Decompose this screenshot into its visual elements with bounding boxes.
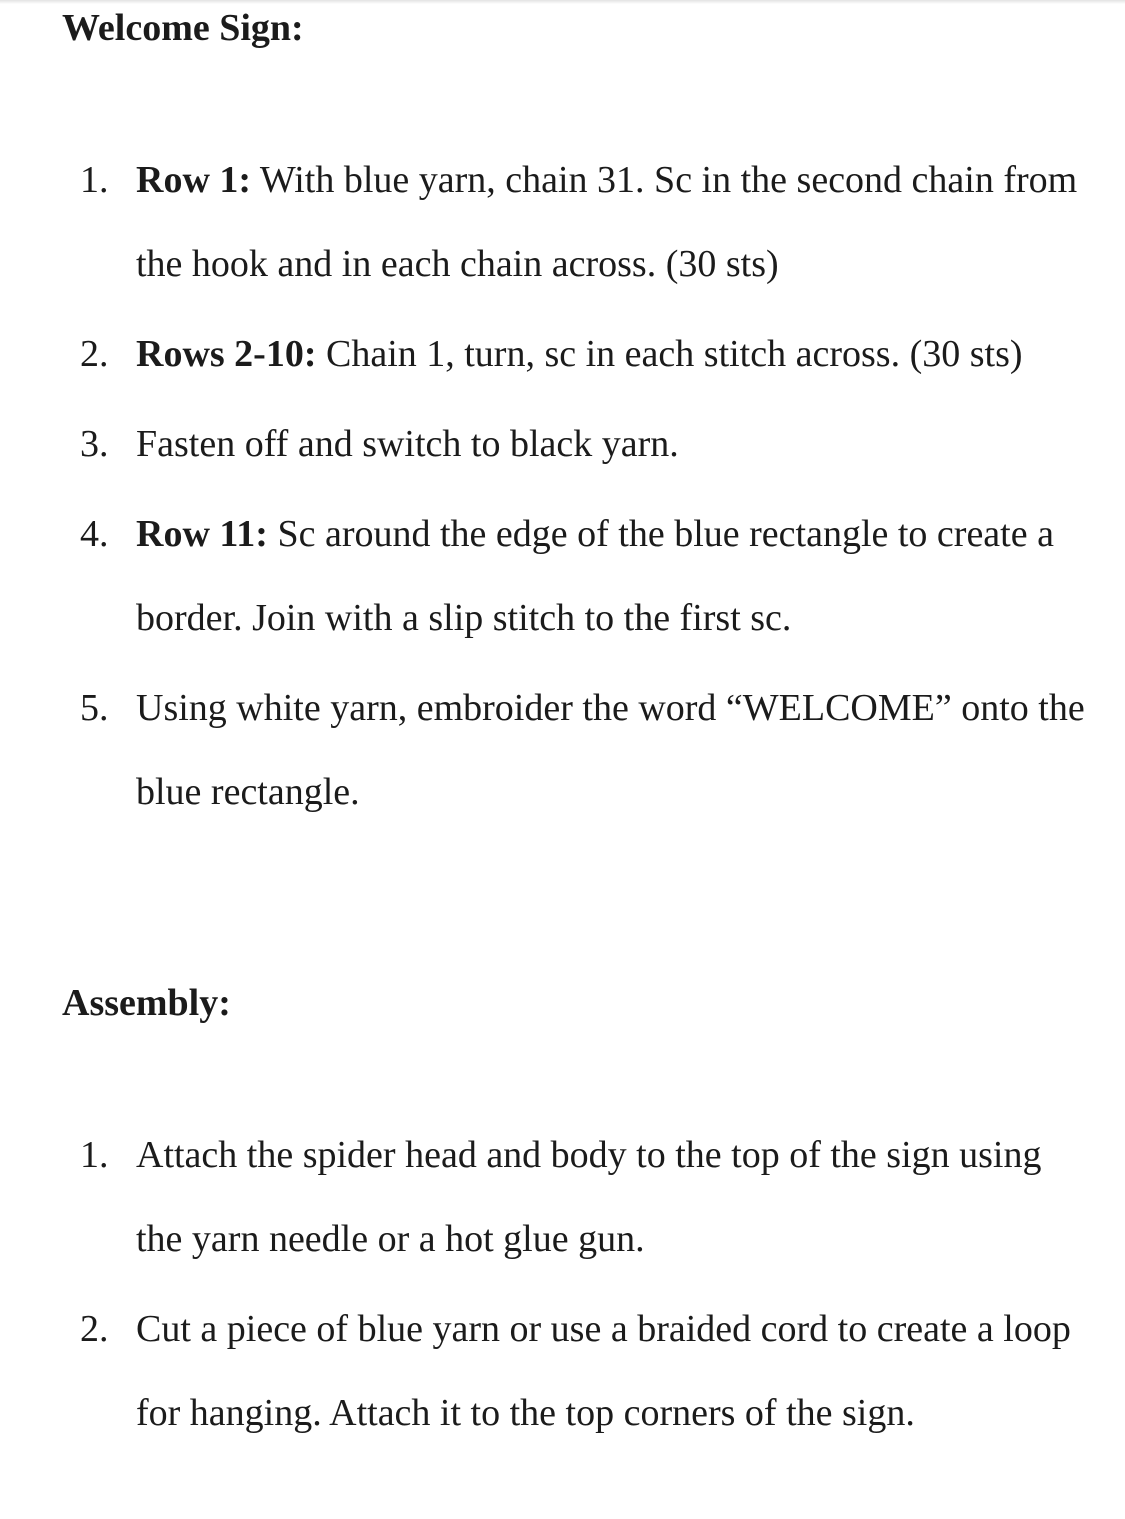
top-divider [0, 0, 1125, 4]
list-item-label: Row 1: [136, 159, 252, 201]
list-item-text: Chain 1, turn, sc in each stitch across. (30 sts) [316, 333, 1023, 375]
list-item-number: 4. [80, 513, 109, 555]
list-item [0, 312, 1125, 396]
list-item-label: Row 11: [136, 513, 268, 555]
list-item-number: 2. [80, 333, 109, 375]
welcome-sign-steps-list [0, 138, 1125, 840]
list-item-text: With blue yarn, chain 31. Sc in the second chain from the hook and in each chain across. (30 sts) [136, 159, 1078, 285]
list-item [0, 666, 1125, 834]
list-item-text: Fasten off and switch to black yarn. [136, 423, 679, 465]
list-item [0, 138, 1125, 306]
section-heading-assembly: Assembly: [62, 982, 231, 1024]
section-heading-welcome-sign: Welcome Sign: [62, 7, 304, 49]
list-item-text: Attach the spider head and body to the top of the sign using the yarn needle or a hot glue gun. [136, 1134, 1042, 1260]
assembly-steps-list [0, 1113, 1125, 1461]
list-item [0, 1113, 1125, 1281]
list-item-number: 2. [80, 1308, 109, 1350]
list-item [0, 492, 1125, 660]
list-item-label: Rows 2-10: [136, 333, 317, 375]
list-item-number: 1. [80, 1134, 109, 1176]
list-item [0, 402, 1125, 486]
list-item [0, 1287, 1125, 1455]
list-item-text: Cut a piece of blue yarn or use a braided cord to create a loop for hanging. Attach it to the top corners of the sign. [136, 1308, 1071, 1434]
list-item-text: Using white yarn, embroider the word “WELCOME” onto the blue rectangle. [136, 687, 1085, 813]
list-item-number: 1. [80, 159, 109, 201]
list-item-number: 5. [80, 687, 109, 729]
list-item-text: Sc around the edge of the blue rectangle to create a border. Join with a slip stitch to the first sc. [136, 513, 1054, 639]
list-item-number: 3. [80, 423, 109, 465]
